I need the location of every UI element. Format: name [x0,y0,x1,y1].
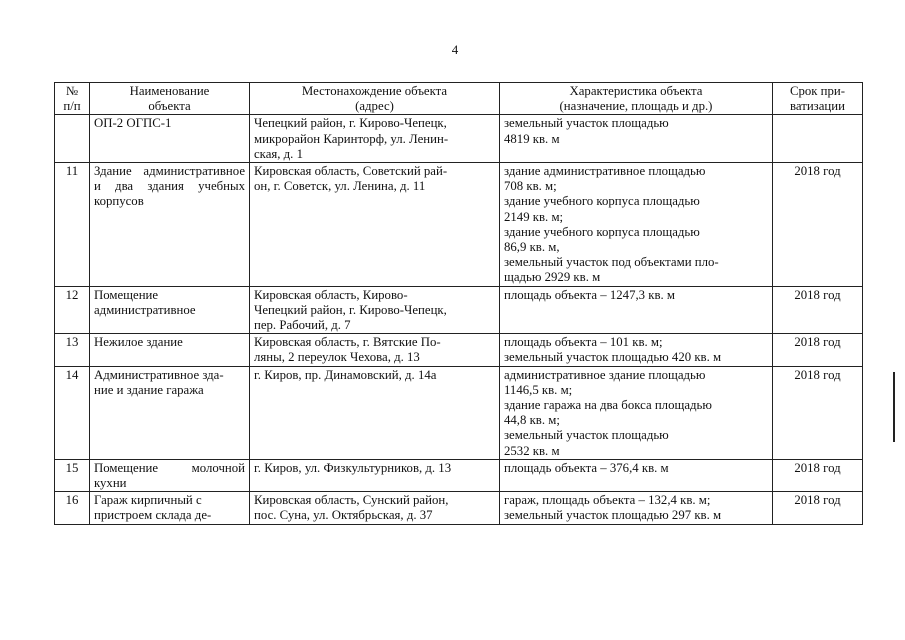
row-number-cell: 12 [55,286,90,334]
object-location-line: микрорайон Каринторф, ул. Ленин- [254,131,449,146]
object-name-cell [90,286,250,334]
row-number-cell: 16 [55,492,90,524]
page-number: 4 [451,42,459,57]
object-location-line: пос. Суна, ул. Октябрьская, д. 37 [254,508,433,523]
object-characteristics-line: площадь объекта – 1247,3 кв. м [504,287,676,302]
object-location-cell [250,286,500,334]
object-characteristics-line: земельный участок площадью 297 кв. м [504,508,722,523]
privatization-term-cell: 2018 год [773,366,863,459]
object-characteristics-line: здание административное площадью [504,164,706,179]
object-characteristics-line: здание гаража на два бокса площадью [504,398,712,413]
object-location-line: г. Киров, пр. Динамовский, д. 14а [254,367,437,382]
object-characteristics-line: 1146,5 кв. м; [504,382,573,397]
object-name-cell [90,366,250,459]
row-number-cell: 15 [55,459,90,491]
header-location-line: Местонахождение объекта [301,84,448,98]
object-characteristics-cell [500,459,773,491]
object-characteristics-line: здание учебного корпуса площадью [504,224,700,239]
object-location-cell [250,115,500,163]
privatization-term-cell: 2018 год [773,163,863,287]
header-number-line: № [65,84,79,98]
header-characteristics-line: (назначение, площадь и др.) [559,99,713,114]
header-location-line: (адрес) [355,99,394,114]
table-row [55,163,863,287]
object-name-line: пристроем склада де- [94,508,212,523]
object-location-cell [250,334,500,366]
table-row [55,459,863,491]
object-name-line: Гараж кирпичный с [94,493,202,508]
object-location-line: Кировская область, Советский рай- [254,164,448,179]
object-characteristics-line: 4819 кв. м [504,131,560,146]
object-location-line: он, г. Советск, ул. Ленина, д. 11 [254,179,426,194]
object-name-line: Помещение молочной кухни [94,460,245,491]
object-location-line: Кировская область, Сунский район, [254,493,449,508]
privatization-term-cell [773,115,863,163]
row-number-cell [55,115,90,163]
object-name-line: Нежилое здание [94,335,183,350]
object-characteristics-cell [500,366,773,459]
header-number [55,83,90,115]
object-location-line: г. Киров, ул. Физкультурников, д. 13 [254,460,452,475]
object-characteristics-line: 44,8 кв. м; [504,413,560,428]
object-characteristics-line: 86,9 кв. м, [504,240,560,255]
object-characteristics-cell [500,334,773,366]
object-characteristics-line: гараж, площадь объекта – 132,4 кв. м; [504,493,711,508]
table-row [55,366,863,459]
object-location-cell [250,366,500,459]
object-name-cell [90,334,250,366]
header-name [90,83,250,115]
row-number-cell: 14 [55,366,90,459]
object-location-cell [250,163,500,287]
table-row [55,492,863,524]
object-characteristics-line: 2149 кв. м; [504,209,564,224]
object-characteristics-line: земельный участок площадью [504,116,669,131]
object-location-line: Кировская область, г. Вятские По- [254,335,441,350]
table-body [55,115,863,524]
table-header-row [55,83,863,115]
row-number-cell: 13 [55,334,90,366]
header-name-line: Наименование [129,84,210,98]
object-name-line: Помещение административное [94,287,196,317]
header-term [773,83,863,115]
table-row [55,334,863,366]
object-characteristics-cell [500,115,773,163]
privatization-table [54,82,863,525]
scan-edge-mark [893,372,895,442]
row-number-cell: 11 [55,163,90,287]
object-characteristics-line: щадью 2929 кв. м [504,270,601,285]
header-term-line: ватизации [790,99,845,114]
object-characteristics-cell [500,163,773,287]
object-location-line: Чепецкий район, г. Кирово-Чепецк, [254,302,447,317]
table-row [55,115,863,163]
object-characteristics-cell [500,286,773,334]
privatization-term-cell: 2018 год [773,459,863,491]
object-characteristics-line: 2532 кв. м [504,443,560,458]
object-location-line: пер. Рабочий, д. 7 [254,318,351,333]
object-name-line: ОП-2 ОГПС-1 [94,116,172,131]
object-characteristics-line: площадь объекта – 376,4 кв. м [504,460,669,475]
object-name-cell [90,459,250,491]
object-name-line: ние и здание гаража [94,382,204,397]
object-name-cell [90,115,250,163]
object-characteristics-line: 708 кв. м; [504,179,557,194]
header-characteristics [500,83,773,115]
object-name-cell [90,492,250,524]
object-location-cell [250,459,500,491]
object-location-line: ская, д. 1 [254,146,303,161]
object-name-line: Здание административное и два здания учебных корпусов [94,164,245,209]
object-characteristics-line: площадь объекта – 101 кв. м; [504,335,663,350]
privatization-term-cell: 2018 год [773,492,863,524]
object-characteristics-cell [500,492,773,524]
object-name-cell [90,163,250,287]
object-name-line: Административное зда- [94,367,224,382]
header-characteristics-line: Характеристика объекта [569,84,703,98]
object-characteristics-line: здание учебного корпуса площадью [504,194,700,209]
table-row [55,286,863,334]
header-location [250,83,500,115]
header-term-line: Срок при- [789,84,846,98]
object-characteristics-line: административное здание площадью [504,367,706,382]
object-characteristics-line: земельный участок площадью 420 кв. м [504,350,722,365]
object-location-cell [250,492,500,524]
object-location-line: ляны, 2 переулок Чехова, д. 13 [254,350,420,365]
header-name-line: объекта [148,99,191,114]
privatization-term-cell: 2018 год [773,286,863,334]
object-characteristics-line: земельный участок площадью [504,428,669,443]
header-number-line: п/п [63,99,81,114]
object-characteristics-line: земельный участок под объектами пло- [504,255,719,270]
privatization-term-cell: 2018 год [773,334,863,366]
object-location-line: Кировская область, Кирово- [254,287,408,302]
object-location-line: Чепецкий район, г. Кирово-Чепецк, [254,116,447,131]
